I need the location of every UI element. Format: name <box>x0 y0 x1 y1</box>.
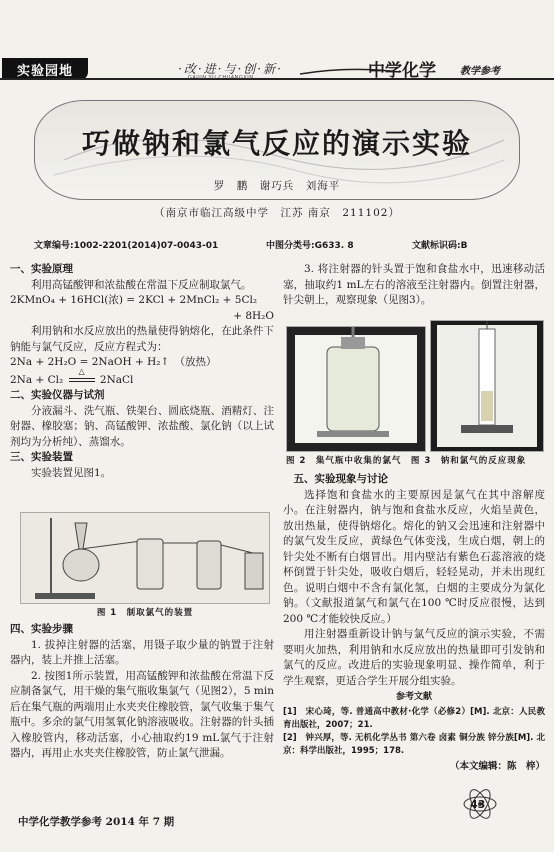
paragraph: 实验装置见图1。 <box>31 466 112 479</box>
reference-item: [1] 宋心琦，等. 普通高中教材·化学（必修2）[M]. 北京：人民教育出版社，2007；21. <box>283 706 545 730</box>
page-number: 43 <box>470 798 486 811</box>
section-heading: 一、实验原理 <box>10 263 73 275</box>
paragraph: 选择饱和食盐水的主要原因是氯气在其中溶解度小。在注射器内，钠与饱和食盐水反应，火焰呈黄色，放出热量，使得钠熔化。熔化的钠又会迅速和注射器中的氯气发生反应，黄绿色气体变浅，生成白烟，朝上的针尖处不断有白烟冒出。用内壁沾有紫色石蕊溶液的烧杯倒置于针尖处，吸收白烟后，轻轻晃动，并未出现红色。说明白烟中不含有氯化氢，白烟的主要成分为氯化钠。（文献报道氯气和氯气在100 ℃时反应很慢，达到200 ℃才能较快反应。） <box>283 488 545 625</box>
paragraph: 分液漏斗、洗气瓶、铁架台、圆底烧瓶、酒精灯、注射器、橡胶塞；钠、高锰酸钾、浓盐酸、氯化钠（以上试剂均为分析纯）、蒸馏水。 <box>10 404 274 448</box>
header-motto-sub: GAIJIN YU CHUANGXIN <box>188 75 254 81</box>
equation-heated <box>10 366 274 389</box>
article-affiliation: （南京市临江高级中学 江苏 南京 211102） <box>154 207 400 219</box>
paragraph: 2. 按图1所示装置，用高锰酸钾和浓盐酸在常温下反应制备氯气，用干燥的集气瓶收集氯气（见图2），5 min后在集气瓶的两端用止水夹夹住橡胶管，氯气收集于集气瓶中。多余的氯气用氢氧化钠溶液吸收。注射器的针头插入橡胶管内，移动活塞，小心抽取约19 mL氯气于注射器内，再用止水夹夹住橡胶管，防止氯气泄漏。 <box>10 669 274 759</box>
paragraph: 利用钠和水反应放出的热量使得钠熔化，在此条件下钠能与氯气反应，反应方程式为： <box>10 325 274 353</box>
article-authors: 罗 鹏 谢巧兵 刘海平 <box>213 180 341 192</box>
equation-left: 2Na + Cl₂ <box>10 373 64 386</box>
header-rule <box>0 78 554 80</box>
heat-condition: △ <box>78 366 85 376</box>
paragraph: 用注射器重新设计钠与氯气反应的演示实验，不需要明火加热，利用钠和水反应放出的热量即可引发钠和氯气的反应。改进后的实验现象明显、操作简单，利于学生观察，更适合学生开展分组实验。 <box>283 628 545 687</box>
header-motto: ·改·进·与·创·新· <box>178 62 283 76</box>
equation-right: 2NaCl <box>99 373 134 386</box>
reference-item: [2] 钟兴厚，等. 无机化学丛书 第六卷 卤素 铜分族 锌分族[M]. 北京：科学出版社，1995；178. <box>283 732 545 756</box>
journal-issue: 中学化学教学参考 2014 年 7 期 <box>18 816 175 828</box>
journal-suffix: 教学参考 <box>460 66 500 77</box>
class-number: 中图分类号:G633. 8 <box>266 241 354 251</box>
equation: 2Na + 2H₂O = 2NaOH + H₂↑ （放热） <box>10 356 217 368</box>
doc-number: 文章编号:1002-2201(2014)07-0043-01 <box>34 241 219 251</box>
figure-2-gas-bottle-image <box>286 326 426 452</box>
paragraph: 利用高锰酸钾和浓盐酸在常温下反应制取氯气。 <box>31 278 252 291</box>
paragraph: 1. 拔掉注射器的活塞，用镊子取少量的钠置于注射器内，装上并推上活塞。 <box>10 638 274 666</box>
section-tab: 实验园地 <box>2 58 88 80</box>
left-column-lower <box>10 622 274 762</box>
doc-code: 文献标识码:B <box>412 241 468 251</box>
equation-tail: + 8H₂O <box>233 309 274 322</box>
article-title: 巧做钠和氯气反应的演示实验 <box>81 127 472 160</box>
figure-1-caption: 图 1 制取氯气的装置 <box>96 608 194 618</box>
equation: 2KMnO₄ + 16HCl(浓) = 2KCl + 2MnCl₂ + 5Cl₂ <box>10 294 258 306</box>
left-column <box>10 262 274 481</box>
figure-3-reaction-image <box>430 320 544 452</box>
section-heading: 三、实验装置 <box>10 451 73 463</box>
references-heading: 参考文献 <box>395 692 432 702</box>
right-column-top <box>283 262 545 309</box>
journal-name: 中学化学 <box>368 61 436 81</box>
section-heading: 二、实验仪器与试剂 <box>10 389 105 401</box>
section-heading: 四、实验步骤 <box>10 623 73 635</box>
right-column-body <box>283 472 545 773</box>
figure-1-apparatus-image <box>20 512 270 604</box>
editor-note: （本文编辑：陈 梓） <box>449 760 545 772</box>
section-heading: 五、实验现象与讨论 <box>293 473 388 485</box>
paragraph: 3. 将注射器的针头置于饱和食盐水中，迅速移动活塞，抽取约1 mL左右的溶液至注射器内。倒置注射器，针尖朝上，观察现象（见图3）。 <box>283 263 545 306</box>
figure-2-3-caption: 图 2 集气瓶中收集的氯气 图 3 钠和氯气的反应现象 <box>286 456 527 466</box>
